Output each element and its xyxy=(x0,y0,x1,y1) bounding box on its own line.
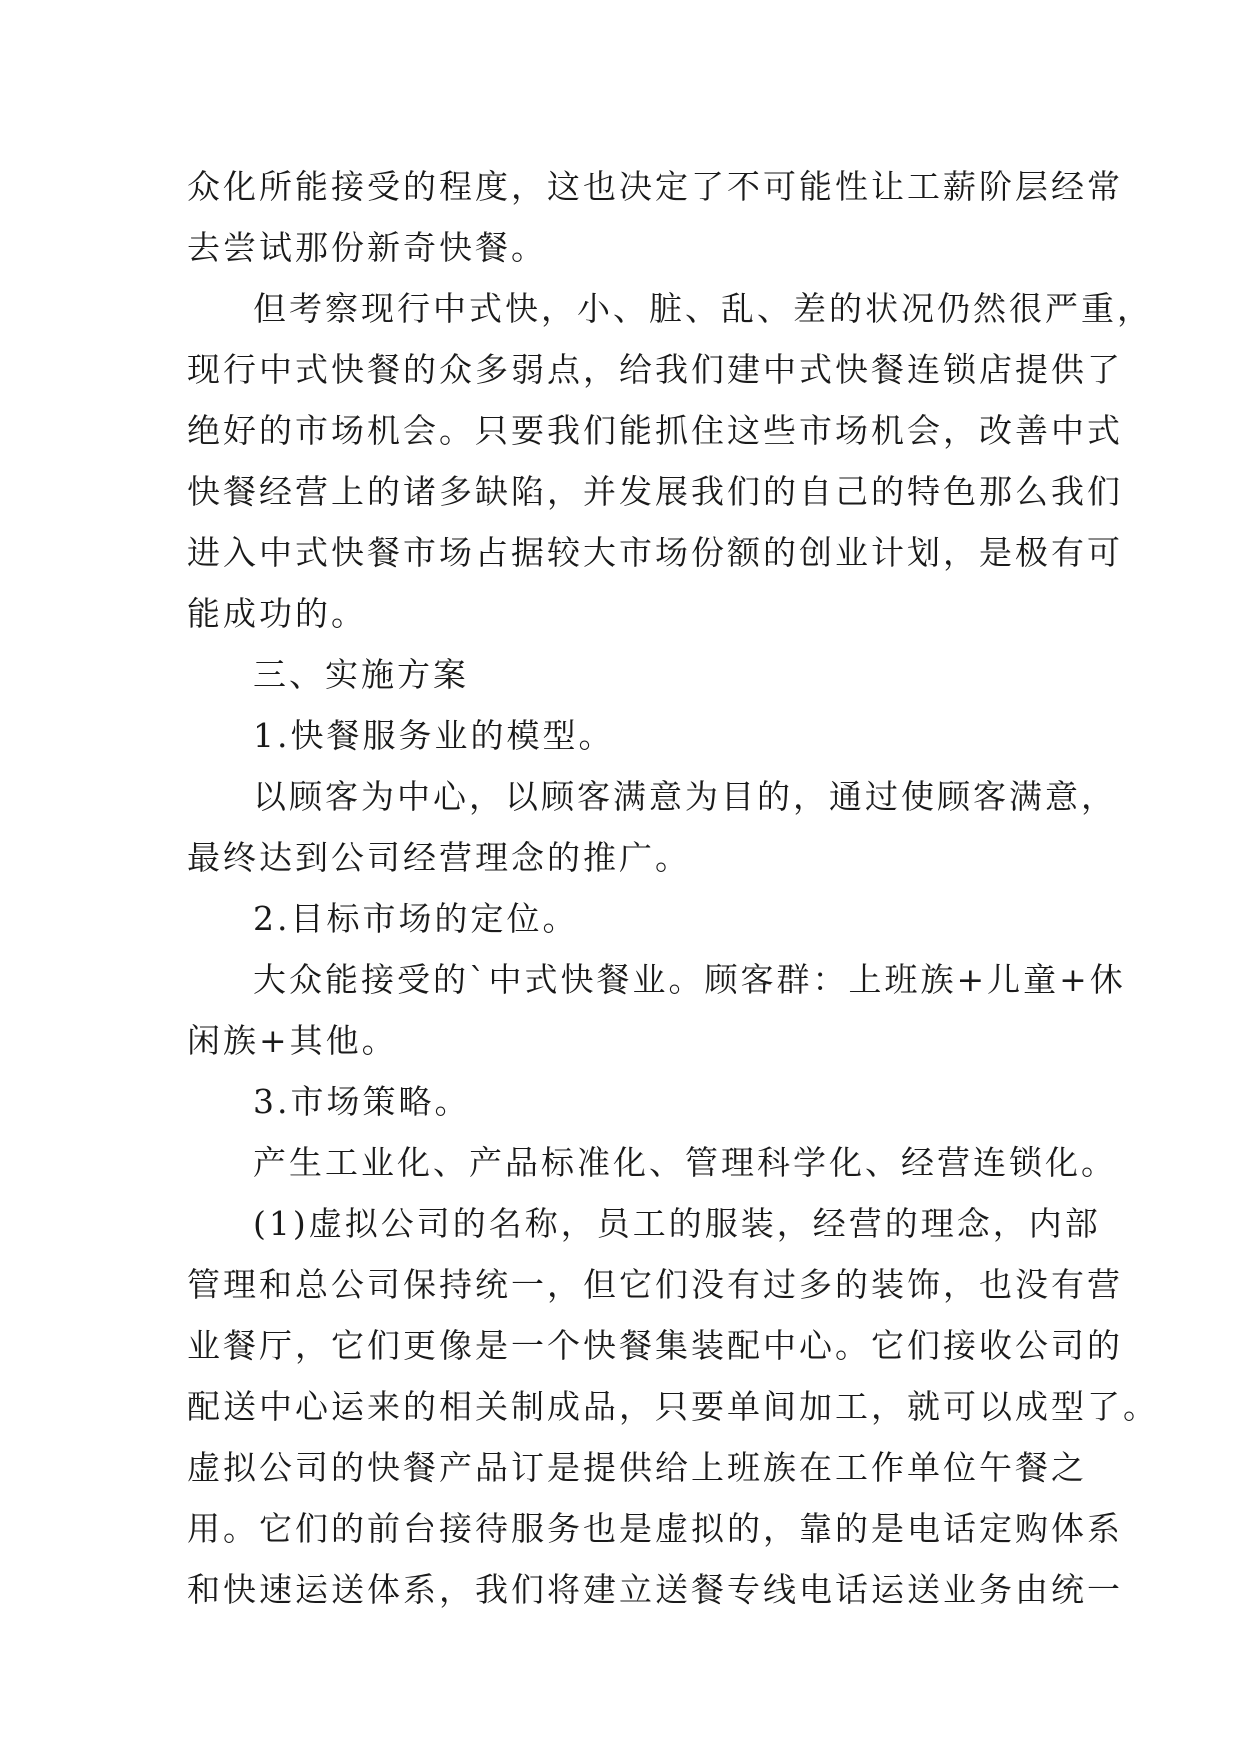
text-line: 现行中式快餐的众多弱点，给我们建中式快餐连锁店提供了 xyxy=(187,350,1123,389)
text-line: 和快速运送体系，我们将建立送餐专线电话运送业务由统一 xyxy=(187,1570,1123,1609)
text-line: 能成功的。 xyxy=(187,594,367,633)
text-line: 众化所能接受的程度，这也决定了不可能性让工薪阶层经常 xyxy=(187,167,1123,206)
text-line: 绝好的市场机会。只要我们能抓住这些市场机会，改善中式 xyxy=(187,411,1123,450)
text-line: 最终达到公司经营理念的推广。 xyxy=(187,838,691,877)
body-text xyxy=(187,156,1159,1620)
subsection-heading: 2.目标市场的定位。 xyxy=(253,899,579,938)
text-line: 去尝试那份新奇快餐。 xyxy=(187,228,547,267)
text-line: 以顾客为中心，以顾客满意为目的，通过使顾客满意， xyxy=(253,777,1117,816)
text-line: 业餐厅，它们更像是一个快餐集装配中心。它们接收公司的 xyxy=(187,1326,1123,1365)
subsection-heading: 3.市场策略。 xyxy=(253,1082,471,1121)
text-line: 管理和总公司保持统一，但它们没有过多的装饰，也没有营 xyxy=(187,1265,1123,1304)
section-heading: 三、实施方案 xyxy=(253,655,469,694)
subsection-heading: 1.快餐服务业的模型。 xyxy=(253,716,615,755)
text-line: 产生工业化、产品标准化、管理科学化、经营连锁化。 xyxy=(253,1143,1117,1182)
text-line: 虚拟公司的快餐产品订是提供给上班族在工作单位午餐之 xyxy=(187,1448,1087,1487)
text-line: 配送中心运来的相关制成品，只要单间加工，就可以成型了。 xyxy=(187,1387,1159,1426)
text-line: 闲族+其他。 xyxy=(187,1021,398,1060)
text-line: 大众能接受的`中式快餐业。顾客群：上班族+儿童+休 xyxy=(253,960,1126,999)
text-line: 快餐经营上的诸多缺陷，并发展我们的自己的特色那么我们 xyxy=(187,472,1123,511)
text-line: 用。它们的前台接待服务也是虚拟的，靠的是电话定购体系 xyxy=(187,1509,1123,1548)
text-line: (1)虚拟公司的名称，员工的服装，经营的理念，内部 xyxy=(253,1204,1101,1243)
text-line: 进入中式快餐市场占据较大市场份额的创业计划，是极有可 xyxy=(187,533,1123,572)
text-line: 但考察现行中式快，小、脏、乱、差的状况仍然很严重， xyxy=(253,289,1153,328)
